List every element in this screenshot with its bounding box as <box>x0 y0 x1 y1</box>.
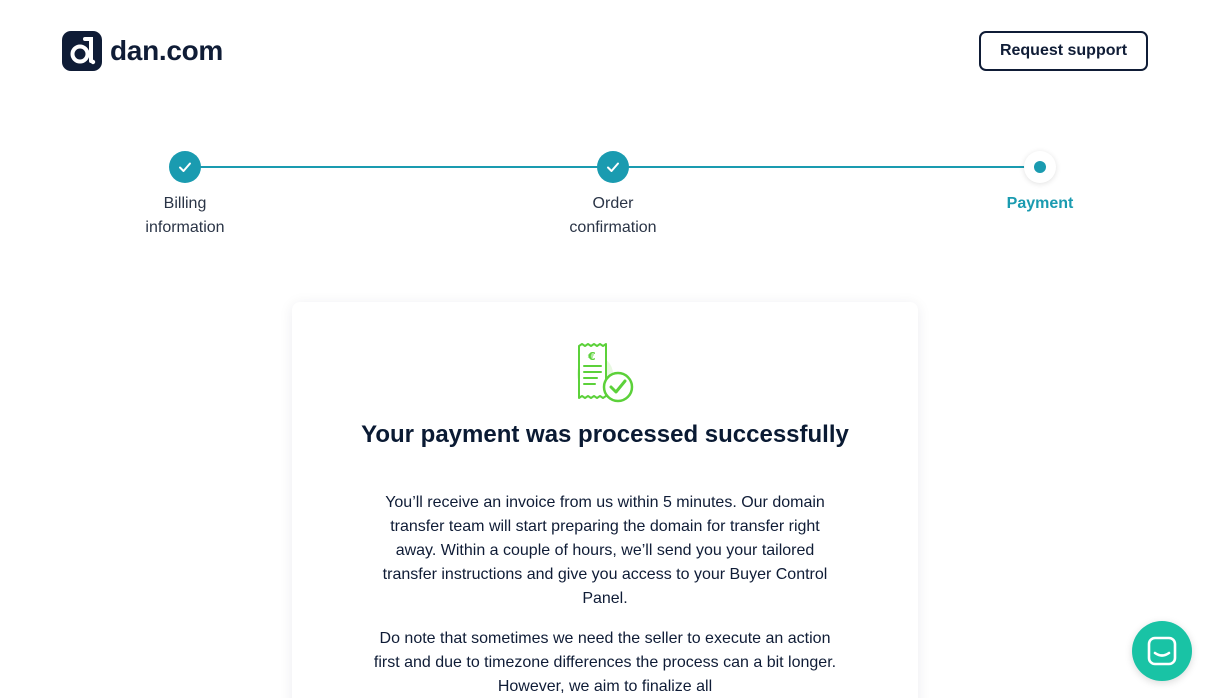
step-order-label: Order confirmation <box>569 195 657 236</box>
request-support-button[interactable]: Request support <box>979 31 1148 71</box>
logo-text: dan.com <box>110 35 224 66</box>
checkmark-icon <box>605 159 621 175</box>
receipt-check-icon <box>575 342 637 406</box>
success-title: Your payment was processed successfully <box>361 421 849 448</box>
chat-icon <box>1147 636 1177 666</box>
step-payment-label: Payment <box>1006 195 1074 212</box>
step-payment-current <box>1024 151 1056 183</box>
current-step-indicator <box>1034 161 1046 173</box>
payment-success-card <box>292 302 918 698</box>
checkmark-icon <box>177 159 193 175</box>
invoice-info-text: You’ll receive an invoice from us within 5 minutes. Our domain transfer team will start preparing the domain for transfer right away. Within a couple of hours, we’ll send you your tailored transfer instructions and give you access to your Buyer Control Panel. <box>382 494 828 607</box>
step-billing-label: Billing information <box>145 195 225 236</box>
chat-launcher-button[interactable] <box>1132 621 1192 681</box>
step-connector-2 <box>628 166 1026 168</box>
step-billing-done <box>169 151 201 183</box>
timezone-note-text: Do note that sometimes we need the seller to execute an action first and due to timezone differences the process can a bit longer. However, we aim to finalize all <box>373 630 837 695</box>
currency-symbol: € <box>588 350 596 363</box>
progress-stepper <box>0 0 1210 250</box>
step-order-done <box>597 151 629 183</box>
step-connector-1 <box>200 166 598 168</box>
